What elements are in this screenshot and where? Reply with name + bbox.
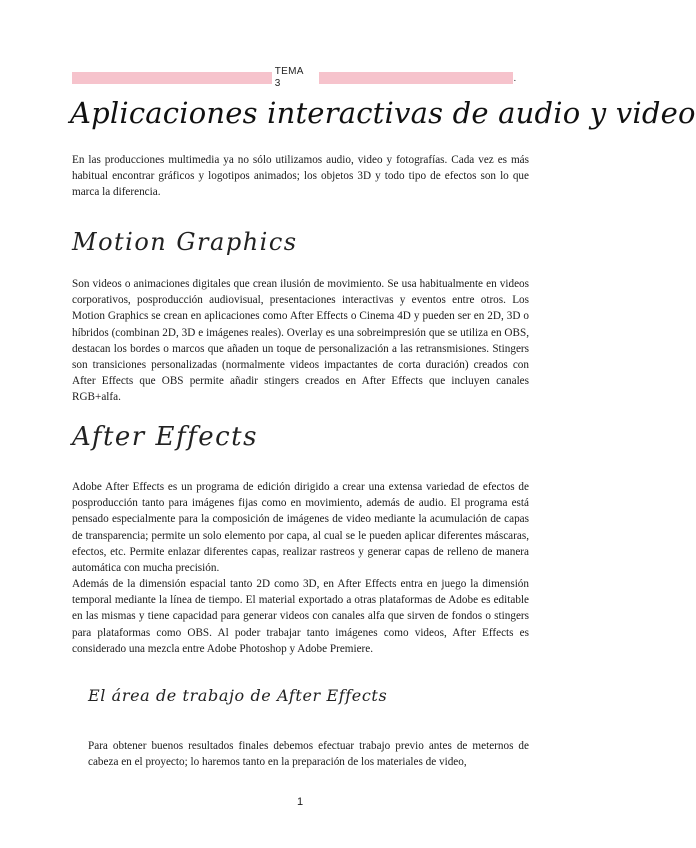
page-title: Aplicaciones interactivas de audio y video <box>70 96 696 130</box>
header-band <box>72 66 517 89</box>
page-number: 1 <box>296 796 304 808</box>
topic-label: TEMA 3 <box>274 66 304 89</box>
subsection-heading-workspace: El área de trabajo de After Effects <box>88 686 388 705</box>
header-band-right <box>319 72 513 84</box>
after-effects-paragraph-2: Además de la dimensión espacial tanto 2D como 3D, en After Effects entra en juego la dimensión temporal mediante la línea de tiempo. El material exportado a otras plataformas de Adobe es editable en las mismas y tiene capacidad para generar videos con canales alfa que sirven de fondos o stingers para plataformas como OBS. Al poder trabajar tanto imágenes como videos, After Effects es considerado una mezcla entre Adobe Photoshop y Adobe Premiere. <box>72 578 529 655</box>
motion-graphics-paragraph: Son videos o animaciones digitales que crean ilusión de movimiento. Se usa habitualmente en videos corporativos, posproducción audiovisual, presentaciones interactivas y eventos entre otros. Los Motion Graphics se crean en aplicaciones como After Effects o Cinema 4D y pueden ser en 2D, 3D o híbridos (combinan 2D, 3D e imágenes reales). Overlay es una sobreimpresión que se utiliza en OBS, destacan los bordes o marcos que añaden un toque de personalización a las retransmisiones. Stingers son transiciones personalizadas (normalmente videos impactantes de corta duración) creados con After Effects que OBS permite añadir stingers creados en After Effects que incluyen canales RGB+alfa. <box>72 278 529 404</box>
workspace-paragraph: Para obtener buenos resultados finales debemos efectuar trabajo previo antes de meternos de cabeza en el proyecto; lo haremos tanto en la preparación de los materiales de video, <box>88 740 529 769</box>
section-heading-motion-graphics: Motion Graphics <box>72 228 298 256</box>
header-band-left <box>72 72 272 84</box>
intro-paragraph: En las producciones multimedia ya no sólo utilizamos audio, video y fotografías. Cada vez es más habitual encontrar gráficos y logotipos animados; los objetos 3D y todo tipo de efectos son lo que marca la diferencia. <box>72 154 529 199</box>
after-effects-paragraph-1: Adobe After Effects es un programa de edición dirigido a crear una extensa variedad de efectos de posproducción tanto para imágenes fijas como en movimiento, además de audio. El programa está pensado especialmente para la composición de imágenes de video mediante la acumulación de capas de transparencia; permite un solo elemento por capa, al cual se le pueden aplicar diferentes máscaras, efectos, etc. Permite enlazar diferentes capas, realizar rastreos y generar capas de relleno de manera automática con mucha precisión. <box>72 481 529 575</box>
section-heading-after-effects: After Effects <box>72 422 258 452</box>
header-trailing-dot: . <box>513 73 517 83</box>
